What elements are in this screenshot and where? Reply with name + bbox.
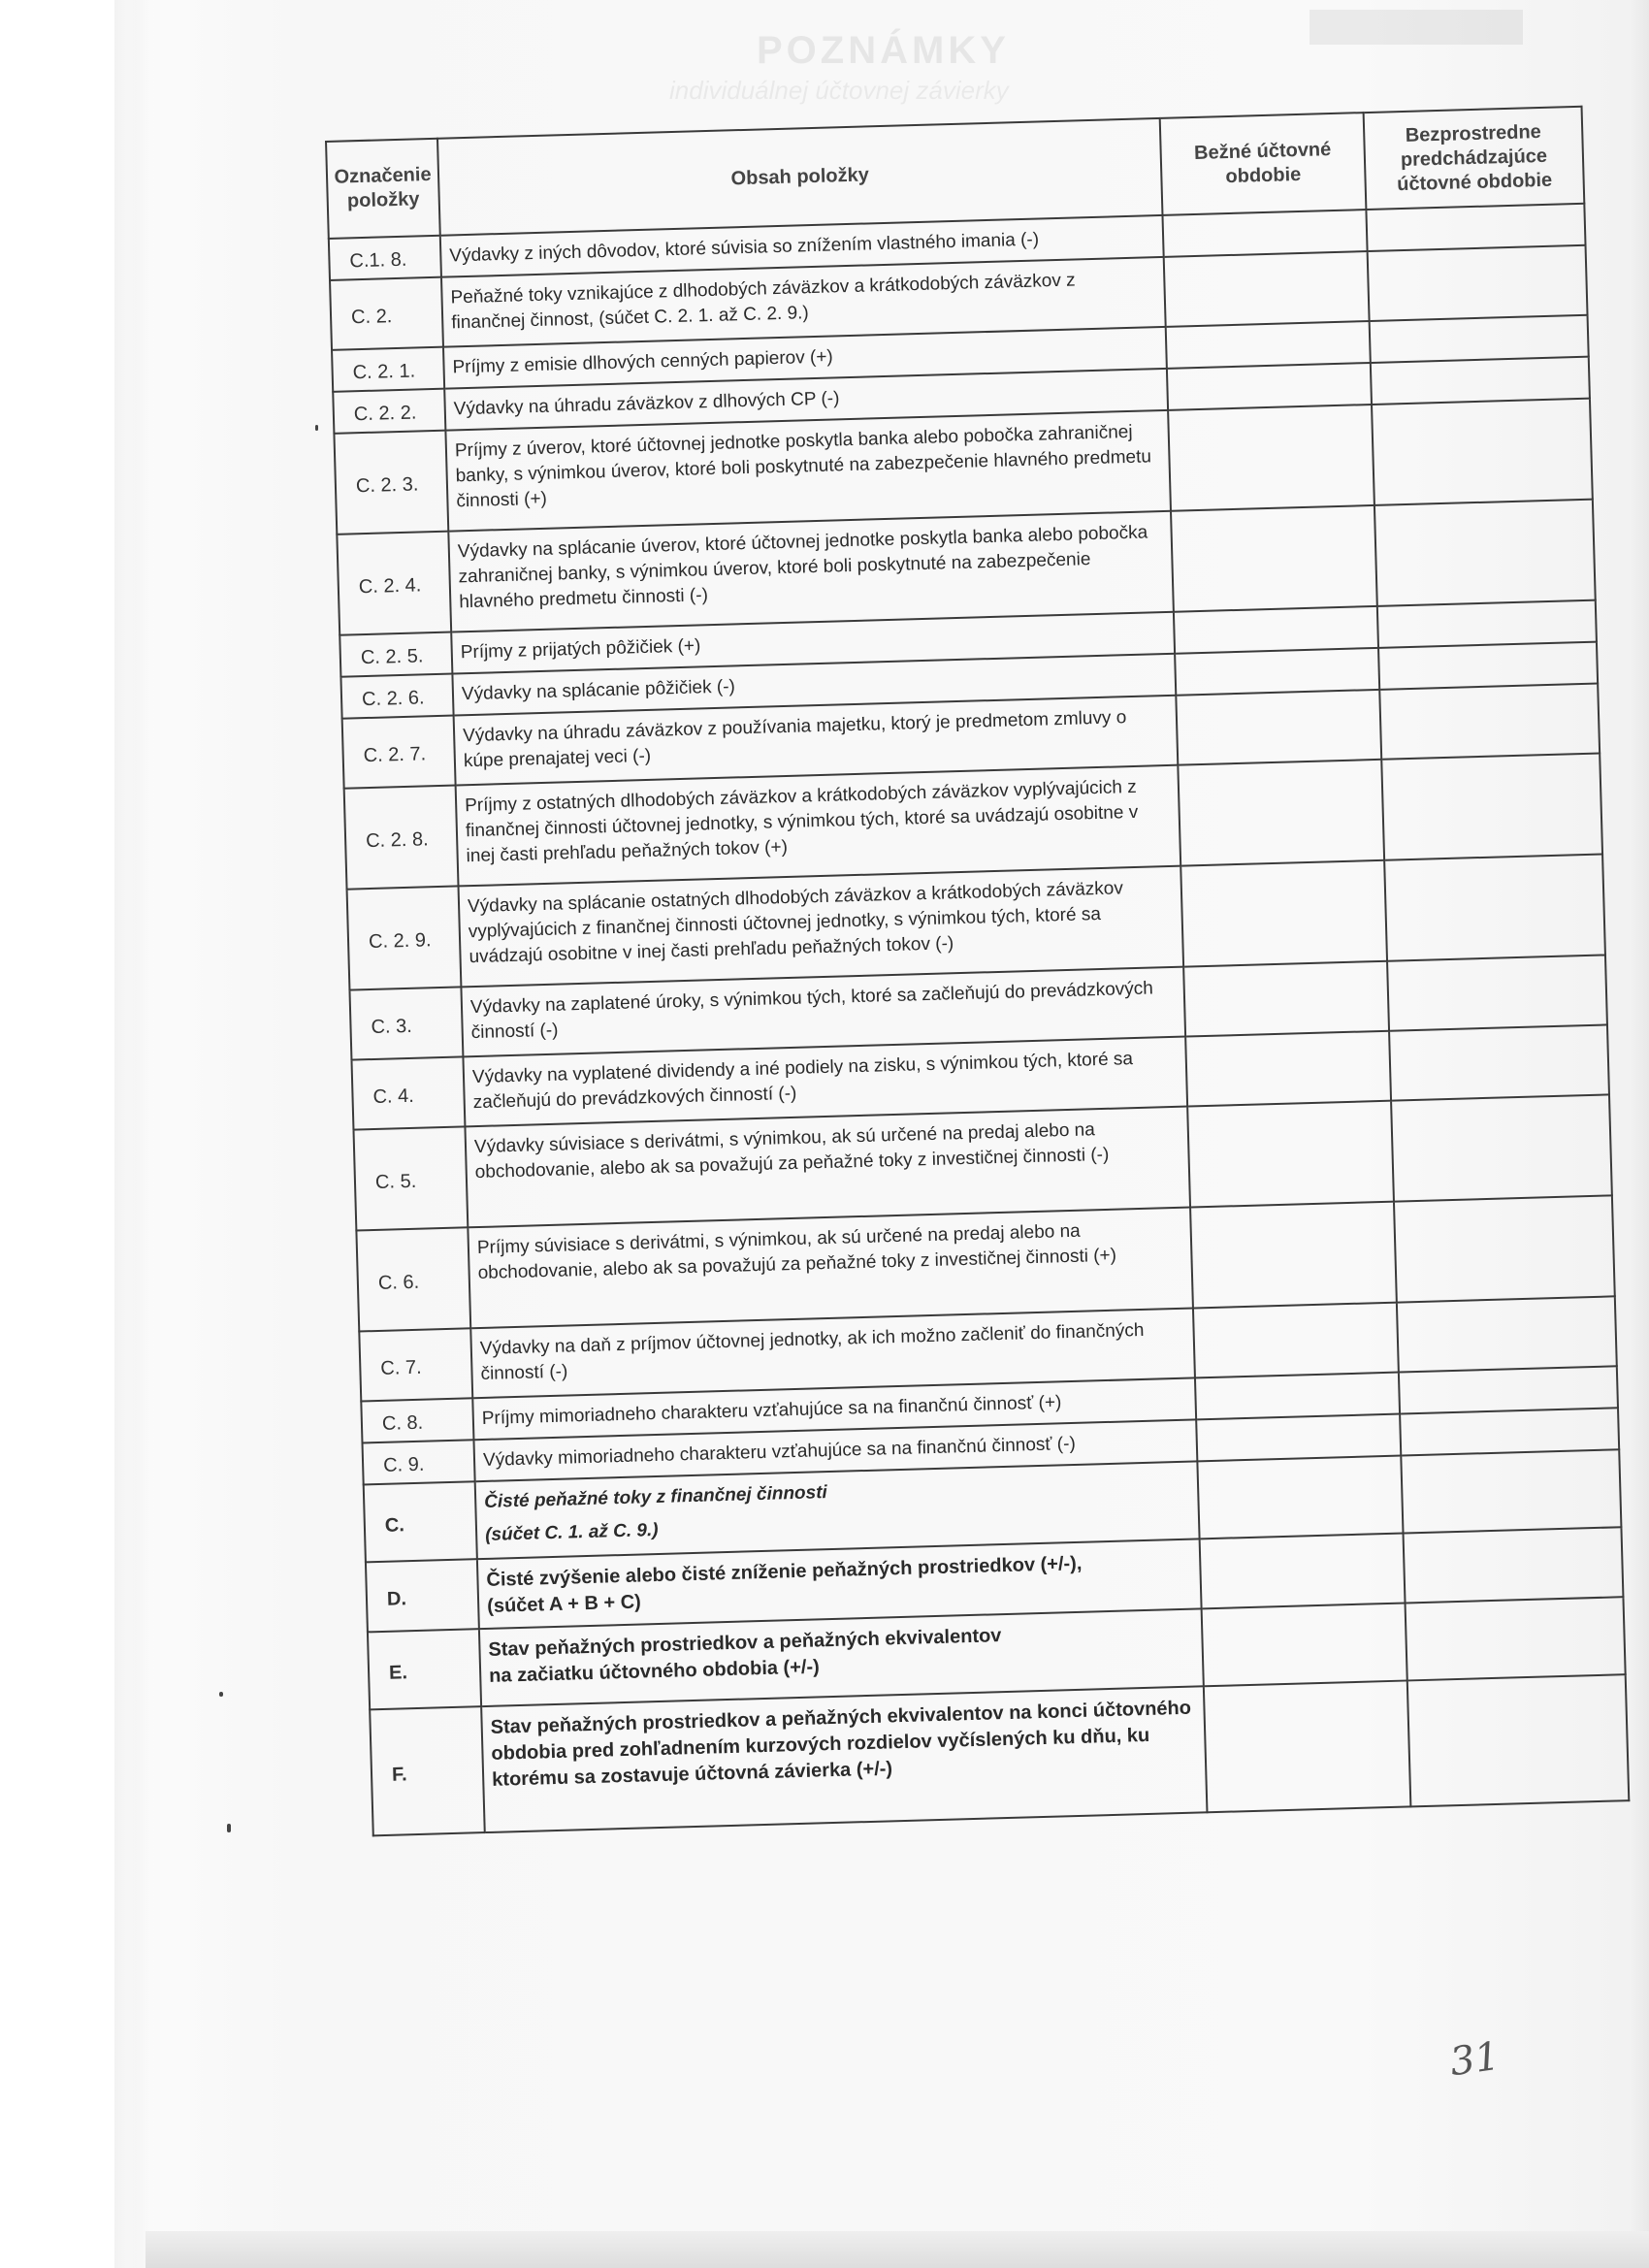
summary-line-1: Čisté peňažné toky z finančnej činnosti	[483, 1482, 828, 1512]
current-period-cell[interactable]	[1200, 1534, 1406, 1609]
scan-speck	[219, 1692, 223, 1697]
previous-period-cell[interactable]	[1391, 1094, 1612, 1201]
previous-period-cell[interactable]	[1366, 204, 1585, 251]
row-code: C. 2. 1.	[332, 347, 444, 392]
row-code: C. 3.	[349, 987, 463, 1059]
current-period-cell[interactable]	[1175, 648, 1379, 696]
summary-code: E.	[368, 1629, 481, 1709]
previous-period-cell[interactable]	[1377, 600, 1597, 648]
row-description: Výdavky na splácanie úverov, ktoré účtovnej jednotke poskytla banka alebo pobočka zahraničnej banky, s výnimkou úverov, ktoré boli poskytnuté na zabezpečenie hlavného predmetu činnosti (-)	[448, 511, 1174, 632]
current-period-cell[interactable]	[1204, 1680, 1411, 1812]
current-period-cell[interactable]	[1185, 1031, 1391, 1107]
previous-period-cell[interactable]	[1374, 500, 1596, 606]
summary-line-1: Čisté zvýšenie alebo čisté zníženie peňažných prostriedkov (+/-),	[486, 1552, 1083, 1591]
row-code: C. 2. 6.	[340, 674, 453, 719]
row-description: Výdavky na vyplatené dividendy a iné podiely na zisku, s výnimkou tých, ktoré sa začleňujú do prevádzkových činností (-)	[463, 1037, 1187, 1127]
previous-period-cell[interactable]	[1372, 399, 1593, 505]
row-description: Príjmy mimoriadneho charakteru vzťahujúce sa na finančnú činnosť (+)	[472, 1377, 1196, 1440]
previous-period-cell[interactable]	[1394, 1195, 1615, 1302]
row-code: C. 2. 9.	[347, 886, 462, 989]
row-code: C. 2. 3.	[334, 431, 448, 535]
row-code: C.1. 8.	[329, 236, 441, 280]
cash-flow-table	[325, 106, 1630, 1837]
summary-description	[481, 1686, 1207, 1832]
previous-period-cell[interactable]	[1384, 855, 1605, 961]
summary-code: D.	[366, 1559, 479, 1632]
row-description: Peňažné toky vznikajúce z dlhodobých záväzkov a krátkodobých záväzkov z finančnej činnost, (súčet C. 2. 1. až C. 2. 9.)	[441, 257, 1166, 347]
row-code: C. 9.	[362, 1440, 474, 1484]
current-period-cell[interactable]	[1196, 1414, 1401, 1462]
row-description: Výdavky na daň z príjmov účtovnej jednotky, ak ich možno začleniť do finančných činností (-)	[470, 1308, 1195, 1398]
row-code: C. 2. 4.	[337, 532, 451, 635]
header-code: Označenie položky	[326, 139, 440, 239]
current-period-cell[interactable]	[1202, 1603, 1407, 1686]
row-description: Výdavky na úhradu záväzkov z používania majetku, ktorý je predmetom zmluvy o kúpe prenajatej veci (-)	[454, 696, 1179, 786]
current-period-cell[interactable]	[1178, 760, 1384, 866]
current-period-cell[interactable]	[1162, 210, 1367, 257]
previous-period-cell[interactable]	[1397, 1296, 1617, 1372]
row-code: C. 8.	[361, 1398, 473, 1442]
current-period-cell[interactable]	[1168, 405, 1374, 511]
previous-period-cell[interactable]	[1400, 1408, 1619, 1455]
previous-period-cell[interactable]	[1399, 1366, 1618, 1413]
previous-period-cell[interactable]	[1368, 245, 1588, 321]
row-code: C. 2. 5.	[340, 632, 452, 677]
row-description: Výdavky na splácanie pôžičiek (-)	[452, 654, 1176, 716]
current-period-cell[interactable]	[1190, 1202, 1397, 1309]
row-code: C. 6.	[356, 1227, 470, 1331]
page-bottom-edge	[146, 2231, 1649, 2268]
previous-period-cell[interactable]	[1381, 754, 1602, 860]
header-previous-period: Bezprostredne predchádzajúce účtovné obdobie	[1364, 107, 1585, 210]
current-period-cell[interactable]	[1176, 690, 1381, 765]
summary-code: C.	[364, 1481, 477, 1562]
previous-period-cell[interactable]	[1406, 1597, 1626, 1680]
previous-period-cell[interactable]	[1407, 1674, 1630, 1806]
row-code: C. 2. 7.	[342, 716, 456, 789]
current-period-cell[interactable]	[1197, 1456, 1403, 1539]
row-code: C. 4.	[351, 1056, 465, 1129]
summary-line-1: Stav peňažných prostriedkov a peňažných ekvivalentov	[488, 1625, 1002, 1661]
summary-code: F.	[370, 1706, 485, 1835]
previous-period-cell[interactable]	[1389, 1024, 1609, 1100]
current-period-cell[interactable]	[1171, 505, 1377, 612]
summary-line-2: (súčet A + B + C)	[486, 1591, 642, 1618]
row-code: C. 7.	[359, 1328, 472, 1401]
current-period-cell[interactable]	[1183, 961, 1389, 1037]
row-description: Príjmy z emisie dlhových cenných papierov (+)	[443, 327, 1167, 389]
row-description: Výdavky na úhradu záväzkov z dlhových CP (-)	[444, 369, 1168, 431]
previous-period-cell[interactable]	[1387, 955, 1607, 1030]
previous-period-cell[interactable]	[1404, 1527, 1624, 1603]
page-number: 31	[1447, 2033, 1503, 2086]
header-content: Obsah položky	[437, 118, 1163, 236]
row-description: Príjmy z prijatých pôžičiek (+)	[451, 612, 1175, 674]
current-period-cell[interactable]	[1195, 1373, 1400, 1420]
previous-period-cell[interactable]	[1378, 642, 1598, 690]
row-description: Výdavky na splácanie ostatných dlhodobých záväzkov a krátkodobých záväzkov vyplývajúcich z finančnej činnosti účtovnej jednotky, s výnimkou tých, ktoré sa uvádzajú osobitne v inej časti prehľadu peňažných tokov (-)	[459, 866, 1184, 988]
row-code: C. 5.	[353, 1126, 468, 1230]
row-description: Výdavky na zaplatené úroky, s výnimkou tých, ktoré sa začleňujú do prevádzkových činností (-)	[461, 967, 1185, 1057]
scan-speck	[227, 1824, 231, 1832]
summary-line-1: Stav peňažných prostriedkov a peňažných ekvivalentov na konci účtovného obdobia pred zohľadnením kurzových rozdielov vyčíslených ku dňu, ku ktorému sa zostavuje účtovná závierka (+/-)	[490, 1697, 1192, 1792]
bleed-through-block	[1310, 10, 1523, 45]
row-code: C. 2. 8.	[344, 786, 459, 890]
scan-speck	[315, 425, 318, 431]
summary-line-2: (súčet C. 1. až C. 9.)	[484, 1519, 659, 1545]
row-description: Príjmy z ostatných dlhodobých záväzkov a krátkodobých záväzkov vyplývajúcich z finančnej činnosti účtovnej jednotky, s výnimkou tých, ktoré sa uvádzajú osobitne v inej časti prehľadu peňažných tokov (+)	[456, 765, 1181, 887]
page-edge-shadow	[114, 0, 153, 2268]
summary-line-2: na začiatku účtovného obdobia (+/-)	[488, 1656, 821, 1688]
table-body	[329, 204, 1629, 1836]
bleed-through-title: POZNÁMKY	[757, 29, 1010, 72]
current-period-cell[interactable]	[1180, 860, 1387, 967]
current-period-cell[interactable]	[1193, 1303, 1399, 1378]
header-current-period: Bežné účtovné obdobie	[1160, 113, 1367, 215]
row-code: C. 2.	[330, 277, 443, 350]
current-period-cell[interactable]	[1164, 251, 1370, 327]
current-period-cell[interactable]	[1166, 321, 1371, 369]
current-period-cell[interactable]	[1187, 1101, 1394, 1208]
bleed-through-subtitle: individuálnej účtovnej závierky	[669, 76, 1009, 105]
previous-period-cell[interactable]	[1379, 684, 1600, 760]
previous-period-cell[interactable]	[1371, 357, 1590, 405]
row-code: C. 2. 2.	[333, 389, 445, 434]
row-description: Výdavky súvisiace s derivátmi, s výnimkou, ak sú určené na predaj alebo na obchodovanie, alebo ak sa považujú za peňažné toky z investičnej činnosti (-)	[465, 1107, 1190, 1228]
previous-period-cell[interactable]	[1401, 1449, 1621, 1533]
cash-flow-table-sheet	[325, 106, 1630, 1837]
previous-period-cell[interactable]	[1370, 315, 1589, 363]
row-description: Príjmy súvisiace s derivátmi, s výnimkou, ak sú určené na predaj alebo na obchodovanie, alebo ak sa považujú za peňažné toky z investičnej činnosti (+)	[468, 1208, 1193, 1329]
row-description: Príjmy z úverov, ktoré účtovnej jednotke poskytla banka alebo pobočka zahraničnej banky, s výnimkou úverov, ktoré boli poskytnuté na zabezpečenie hlavného predmetu činnosti (+)	[445, 410, 1171, 532]
current-period-cell[interactable]	[1167, 363, 1372, 410]
current-period-cell[interactable]	[1174, 606, 1378, 654]
row-description: Výdavky z iných dôvodov, ktoré súvisia so znížením vlastného imania (-)	[440, 215, 1164, 277]
row-description: Výdavky mimoriadneho charakteru vzťahujúce sa na finančnú činnosť (-)	[473, 1419, 1197, 1481]
